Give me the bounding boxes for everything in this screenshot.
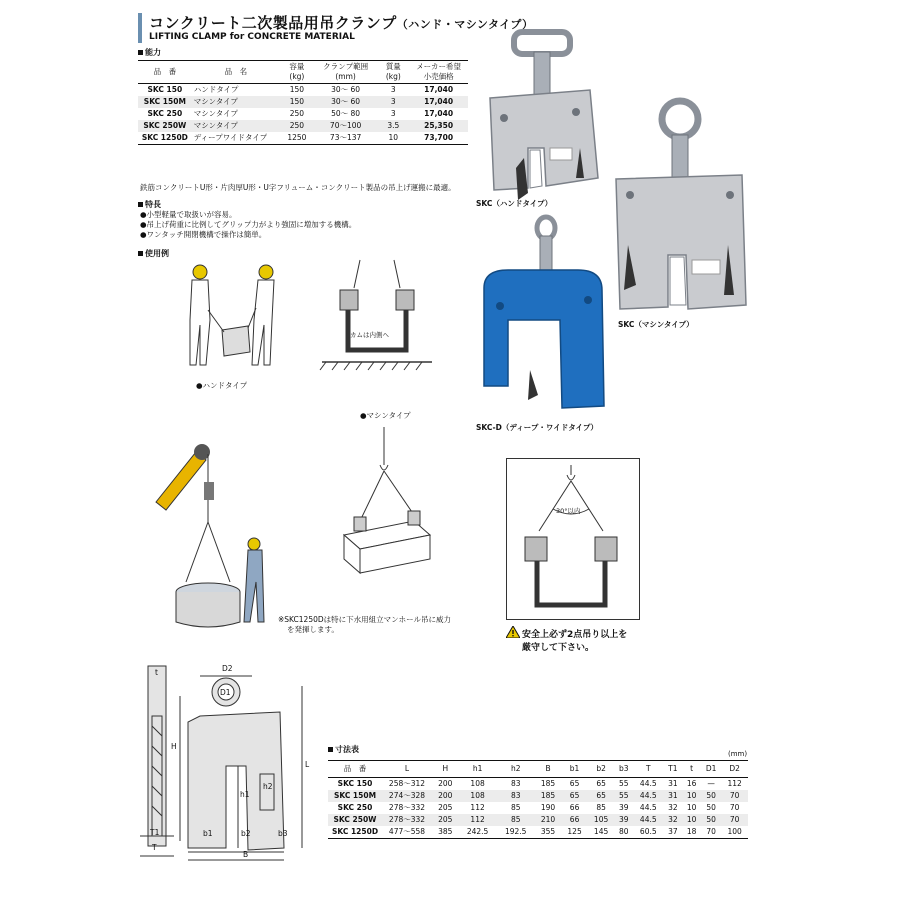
cap-cell: 73〜137 (314, 132, 378, 145)
dim-cell: 10 (682, 790, 701, 802)
cap-cell: 150 (280, 96, 314, 108)
cap-cell: SKC 150 (147, 85, 183, 94)
feature-item: ●ワンタッチ開閉機構で操作は簡単。 (140, 230, 267, 239)
cam-inward-label: カムは内側へ (350, 331, 389, 339)
dim-cell: 185 (540, 779, 556, 788)
dim-label-h2: h2 (263, 782, 273, 791)
dim-cell: 200 (432, 790, 459, 802)
table-row (328, 814, 748, 826)
table-row (328, 826, 748, 839)
product-label-machine: SKC（マシンタイプ） (618, 320, 694, 329)
dim-cell: 274〜328 (382, 790, 432, 802)
dim-header: h1 (459, 761, 497, 778)
table-row (328, 802, 748, 814)
dim-cell: 112 (470, 803, 485, 812)
cap-header-mass: 質量 (kg) (377, 61, 409, 84)
dim-cell: 192.5 (497, 826, 535, 839)
safety-note-line1: 安全上必ず2点吊り以上を (522, 630, 628, 640)
manhole-note-line1: ※SKC1250Dは特に下水用組立マンホール吊に威力 (278, 615, 452, 624)
cap-cell: SKC 250 (147, 109, 183, 118)
product-label-hand: SKC（ハンドタイプ） (476, 199, 553, 208)
dim-cell: 44.5 (639, 779, 657, 788)
features-section-heading: 特長 (138, 199, 161, 210)
dim-cell: 85 (510, 803, 521, 812)
page-title: コンクリート二次製品用吊クランプ（ハンド・マシンタイプ） (149, 14, 534, 32)
usage-section-heading: 使用例 (138, 248, 169, 259)
dim-header: B (535, 761, 562, 778)
safety-note-line2: 厳守して下さい。 (522, 643, 595, 653)
cap-cell: ハンドタイプ (193, 85, 239, 94)
table-row (138, 84, 468, 97)
cap-cell: ディープワイドタイプ (192, 132, 280, 145)
dim-cell: 18 (682, 826, 701, 839)
dim-cell: 355 (535, 826, 562, 839)
cap-cell: SKC 1250D (138, 132, 192, 145)
cap-cell: 25,350 (409, 120, 468, 132)
dim-cell: 210 (535, 814, 562, 826)
dim-header: D2 (721, 761, 748, 778)
dim-cell: 16 (686, 779, 697, 788)
table-row (328, 790, 748, 802)
cap-cell: 150 (289, 85, 305, 94)
dim-cell: 50 (706, 803, 716, 812)
dim-header: t (682, 761, 701, 778)
dim-label-T1: T1 (150, 828, 160, 837)
dim-cell: 190 (540, 803, 556, 812)
dim-label-b3: b3 (278, 829, 288, 838)
table-row (138, 108, 468, 120)
dim-cell: 83 (510, 779, 521, 788)
dim-cell: 39 (614, 814, 633, 826)
workers-carrying-illustration (170, 260, 290, 380)
dim-cell: 200 (438, 779, 453, 788)
dim-cell: SKC 150M (328, 790, 382, 802)
dim-cell: 85 (497, 814, 535, 826)
dim-cell: SKC 150 (337, 779, 373, 788)
dim-cell: 70 (721, 790, 748, 802)
dim-cell: 66 (561, 814, 588, 826)
feature-item: ●小型軽量で取扱いが容易。 (140, 210, 237, 219)
dim-header: H (432, 761, 459, 778)
cap-cell: 3 (390, 85, 396, 94)
two-point-lifting-diagram (507, 459, 639, 619)
table-row (138, 132, 468, 145)
hand-type-caption: ●ハンドタイプ (196, 381, 248, 390)
dim-cell: 85 (596, 803, 606, 812)
dim-cell: 55 (614, 790, 633, 802)
dim-cell: 65 (588, 790, 615, 802)
dim-cell: 278〜332 (388, 803, 426, 812)
dim-cell: SKC 250 (337, 803, 373, 812)
dim-cell: 80 (614, 826, 633, 839)
cam-inward-diagram (318, 258, 436, 373)
description-text: 鉄筋コンクリートU形・片肉厚U形・U字フリューム・コンクリート製品の吊上げ運搬に最適。 (140, 183, 456, 192)
dim-label-D1: D1 (220, 688, 231, 697)
dim-cell: 10 (682, 814, 701, 826)
dim-cell: 108 (470, 779, 485, 788)
dim-cell: 145 (588, 826, 615, 839)
table-row (138, 96, 468, 108)
cap-cell: マシンタイプ (193, 109, 238, 118)
dim-header: D1 (701, 761, 721, 778)
warning-icon (506, 626, 520, 638)
dim-cell: 50 (701, 814, 721, 826)
table-row (328, 778, 748, 791)
dim-cell: 39 (618, 803, 629, 812)
dim-cell: 205 (432, 814, 459, 826)
dim-cell: 70 (729, 803, 740, 812)
dim-cell: SKC 250W (328, 814, 382, 826)
dim-cell: 83 (497, 790, 535, 802)
machine-type-caption: ●マシンタイプ (360, 411, 411, 420)
cap-cell: 17,040 (409, 96, 468, 108)
dim-cell: 105 (588, 814, 615, 826)
feature-item: ●吊上げ荷重に比例してグリップ力がより強固に増加する機構。 (140, 220, 357, 229)
dim-cell: 65 (569, 779, 580, 788)
dim-cell: 112 (727, 779, 742, 788)
manhole-lifting-illustration (150, 432, 280, 632)
dim-cell: 55 (618, 779, 629, 788)
dim-cell: 258〜312 (388, 779, 426, 788)
dim-header: L (382, 761, 432, 778)
dim-label-H: H (171, 742, 177, 751)
cap-header-code: 品 番 (138, 61, 192, 84)
dim-header: 品 番 (328, 761, 382, 778)
dim-cell: 70 (721, 814, 748, 826)
dim-header: T (633, 761, 663, 778)
cap-header-price: メーカー希望 小売価格 (409, 61, 468, 84)
dim-cell: 385 (432, 826, 459, 839)
dim-cell: 66 (569, 803, 580, 812)
cap-cell: 30〜 60 (331, 85, 361, 94)
dim-cell: 205 (438, 803, 453, 812)
cap-header-name: 品 名 (192, 61, 280, 84)
dim-cell: 32 (668, 803, 678, 812)
cap-cell: 3 (377, 96, 409, 108)
capacity-section-heading: 能力 (138, 47, 161, 58)
capacity-header-row (138, 61, 468, 84)
cap-cell: SKC 150M (138, 96, 192, 108)
dim-label-h1: h1 (240, 790, 250, 799)
dim-cell: — (707, 779, 715, 788)
dim-label-T: T (152, 843, 157, 852)
dim-cell: 65 (596, 779, 606, 788)
cap-cell: 73,700 (409, 132, 468, 145)
dim-cell: 60.5 (633, 826, 663, 839)
cap-cell: マシンタイプ (192, 96, 280, 108)
cap-cell: 17,040 (424, 85, 454, 94)
dim-cell: SKC 1250D (328, 826, 382, 839)
dim-cell: 44.5 (639, 803, 657, 812)
cap-cell: 3 (390, 109, 396, 118)
dim-cell: 242.5 (459, 826, 497, 839)
dim-cell: 50 (701, 790, 721, 802)
dim-cell: 125 (561, 826, 588, 839)
dim-cell: 32 (663, 814, 682, 826)
dim-cell: 44.5 (633, 790, 663, 802)
dim-header: b1 (561, 761, 588, 778)
dim-cell: 70 (701, 826, 721, 839)
dim-label-b2: b2 (241, 829, 251, 838)
dim-cell: 100 (721, 826, 748, 839)
cap-header-range: クランプ範囲 (mm) (314, 61, 378, 84)
title-accent-bar (138, 13, 142, 43)
dim-cell: 112 (459, 814, 497, 826)
manhole-note-line2: を発揮します。 (287, 625, 339, 634)
dim-label-L: L (305, 760, 310, 769)
dim-header: b2 (588, 761, 615, 778)
cap-cell: 10 (377, 132, 409, 145)
dim-cell: 10 (686, 803, 697, 812)
dim-cell: 185 (535, 790, 562, 802)
cap-cell: マシンタイプ (192, 120, 280, 132)
table-row (138, 120, 468, 132)
cap-cell: 3.5 (377, 120, 409, 132)
dim-label-D2: D2 (222, 664, 233, 673)
cap-cell: 30〜 60 (314, 96, 378, 108)
cap-cell: 50〜 80 (331, 109, 361, 118)
dim-cell: 44.5 (633, 814, 663, 826)
page-title-sub: （ハンド・マシンタイプ） (396, 18, 534, 31)
dim-header: b3 (614, 761, 633, 778)
dim-cell: 477〜558 (382, 826, 432, 839)
capacity-table (138, 60, 468, 145)
dim-cell: 278〜332 (382, 814, 432, 826)
cap-header-capacity: 容量 (kg) (280, 61, 314, 84)
cap-cell: 250 (289, 109, 305, 118)
dim-cell: 37 (663, 826, 682, 839)
dim-label-b1: b1 (203, 829, 213, 838)
cap-cell: 1250 (280, 132, 314, 145)
dimensions-section-heading: 寸法表 (328, 744, 359, 755)
cap-cell: SKC 250W (138, 120, 192, 132)
product-label-deep: SKC-D（ディープ・ワイドタイプ） (476, 423, 598, 432)
safety-diagram-frame (506, 458, 640, 620)
cap-cell: 70〜100 (314, 120, 378, 132)
clamp-deep-type-illustration (478, 210, 608, 415)
dim-label-t: t (155, 668, 158, 677)
dim-label-B: B (243, 850, 249, 859)
page-title-en: LIFTING CLAMP for CONCRETE MATERIAL (149, 32, 355, 42)
cap-cell: 17,040 (424, 109, 454, 118)
dimensions-table (328, 760, 748, 839)
cap-cell: 250 (280, 120, 314, 132)
dim-cell: 65 (561, 790, 588, 802)
dimensions-header-row (328, 761, 748, 778)
machine-lifting-block-illustration (330, 425, 445, 575)
dimensions-unit: (mm) (728, 750, 748, 758)
dim-header: h2 (497, 761, 535, 778)
dim-cell: 108 (459, 790, 497, 802)
clamp-machine-type-illustration (608, 95, 758, 315)
clamp-hand-type-illustration (480, 28, 610, 208)
dim-cell: 31 (668, 779, 678, 788)
dim-header: T1 (663, 761, 682, 778)
angle-label: 30°以内 (556, 507, 581, 515)
dim-cell: 31 (663, 790, 682, 802)
